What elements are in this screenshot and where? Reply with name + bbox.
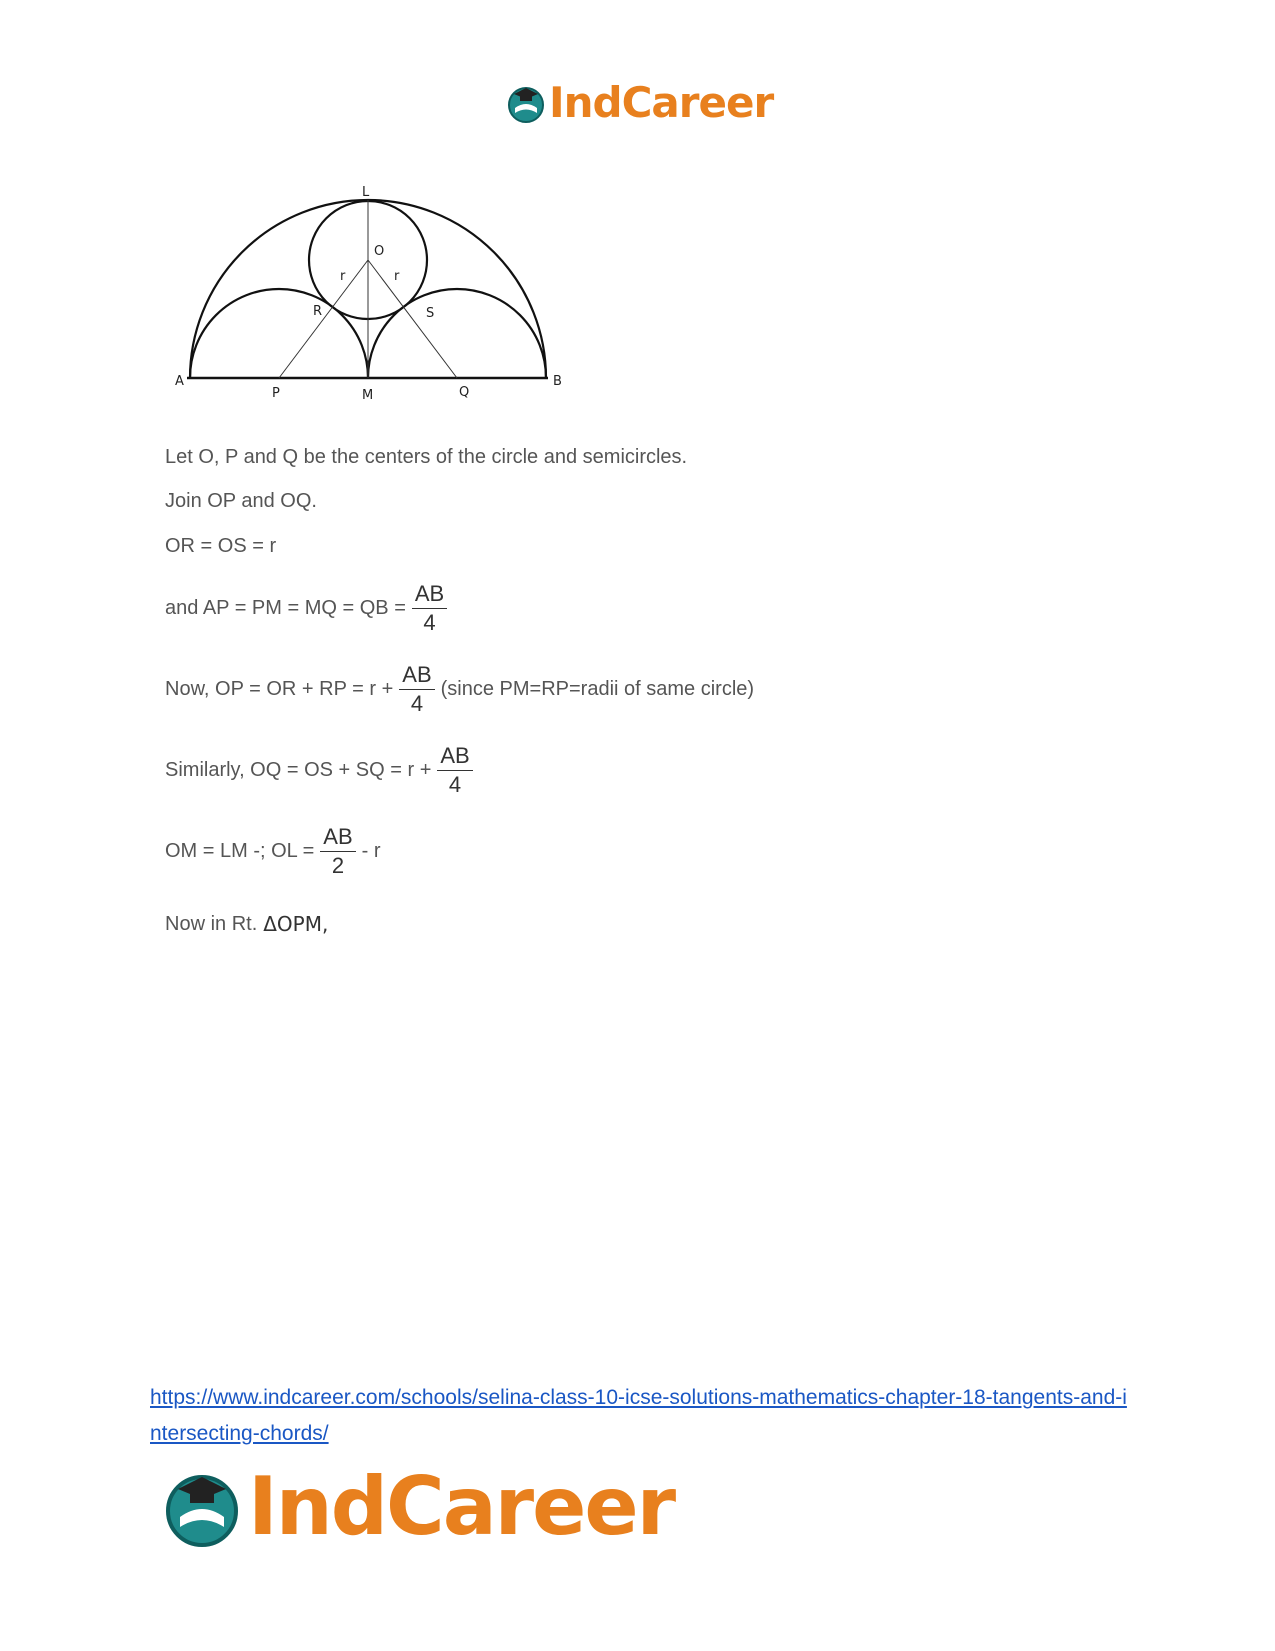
label-a: A xyxy=(175,374,184,389)
fraction-numerator: AB xyxy=(412,582,447,609)
equation-text: and AP = PM = MQ = QB = xyxy=(165,597,406,620)
fraction-denominator: 4 xyxy=(410,691,424,717)
triangle-symbol: ΔOPM, xyxy=(263,912,329,936)
equation-text: Now, OP = OR + RP = r + xyxy=(165,678,394,701)
logo-wordmark: IndCareer xyxy=(549,78,774,127)
fraction-numerator: AB xyxy=(320,825,355,852)
equation-text: OM = LM -; OL = xyxy=(165,840,315,863)
equation-op xyxy=(165,663,754,716)
fraction xyxy=(437,744,472,797)
text-line: Join OP and OQ. xyxy=(165,490,317,512)
source-link[interactable]: https://www.indcareer.com/schools/selina-class-10-icse-solutions-mathematics-chapter-18-tangents-and-intersecting-chords/ xyxy=(150,1386,1127,1445)
label-o: O xyxy=(374,244,385,259)
segment-oq xyxy=(368,260,457,378)
logo-wordmark: IndCareer xyxy=(248,1460,675,1553)
equation-oq xyxy=(165,744,479,797)
label-m: M xyxy=(362,388,374,403)
fraction-numerator: AB xyxy=(399,663,434,690)
fraction xyxy=(399,663,434,716)
text-line: Let O, P and Q be the centers of the circle and semicircles. xyxy=(165,446,688,468)
equation-ap-pm xyxy=(165,582,453,635)
segment-op xyxy=(279,260,368,378)
fraction-denominator: 2 xyxy=(331,853,345,879)
fraction-numerator: AB xyxy=(437,744,472,771)
fraction xyxy=(412,582,447,635)
label-b: B xyxy=(553,374,562,389)
text-line-triangle xyxy=(165,912,328,936)
label-r-right: r xyxy=(394,269,400,284)
label-q: Q xyxy=(459,385,470,400)
label-r-left: r xyxy=(340,269,346,284)
fraction-denominator: 4 xyxy=(448,772,462,798)
semicircle-figure xyxy=(175,185,575,410)
right-semicircle xyxy=(368,289,546,378)
equation-text: Now in Rt. xyxy=(165,912,258,935)
equation-om xyxy=(165,825,381,878)
label-p: P xyxy=(272,386,280,401)
footer-logo xyxy=(160,1460,674,1553)
graduation-cap-icon xyxy=(160,1465,244,1549)
equation-text: Similarly, OQ = OS + SQ = r + xyxy=(165,759,432,782)
fraction-denominator: 4 xyxy=(423,610,436,636)
graduation-cap-icon xyxy=(505,82,547,124)
equation-note: (since PM=RP=radii of same circle) xyxy=(440,678,755,701)
text-line: OR = OS = r xyxy=(165,535,277,557)
label-l: L xyxy=(362,185,370,200)
left-semicircle xyxy=(190,289,368,378)
fraction xyxy=(320,825,355,878)
header-logo xyxy=(505,78,773,127)
equation-text: - r xyxy=(361,840,381,863)
label-r-point: R xyxy=(313,304,323,319)
label-s: S xyxy=(426,306,435,321)
